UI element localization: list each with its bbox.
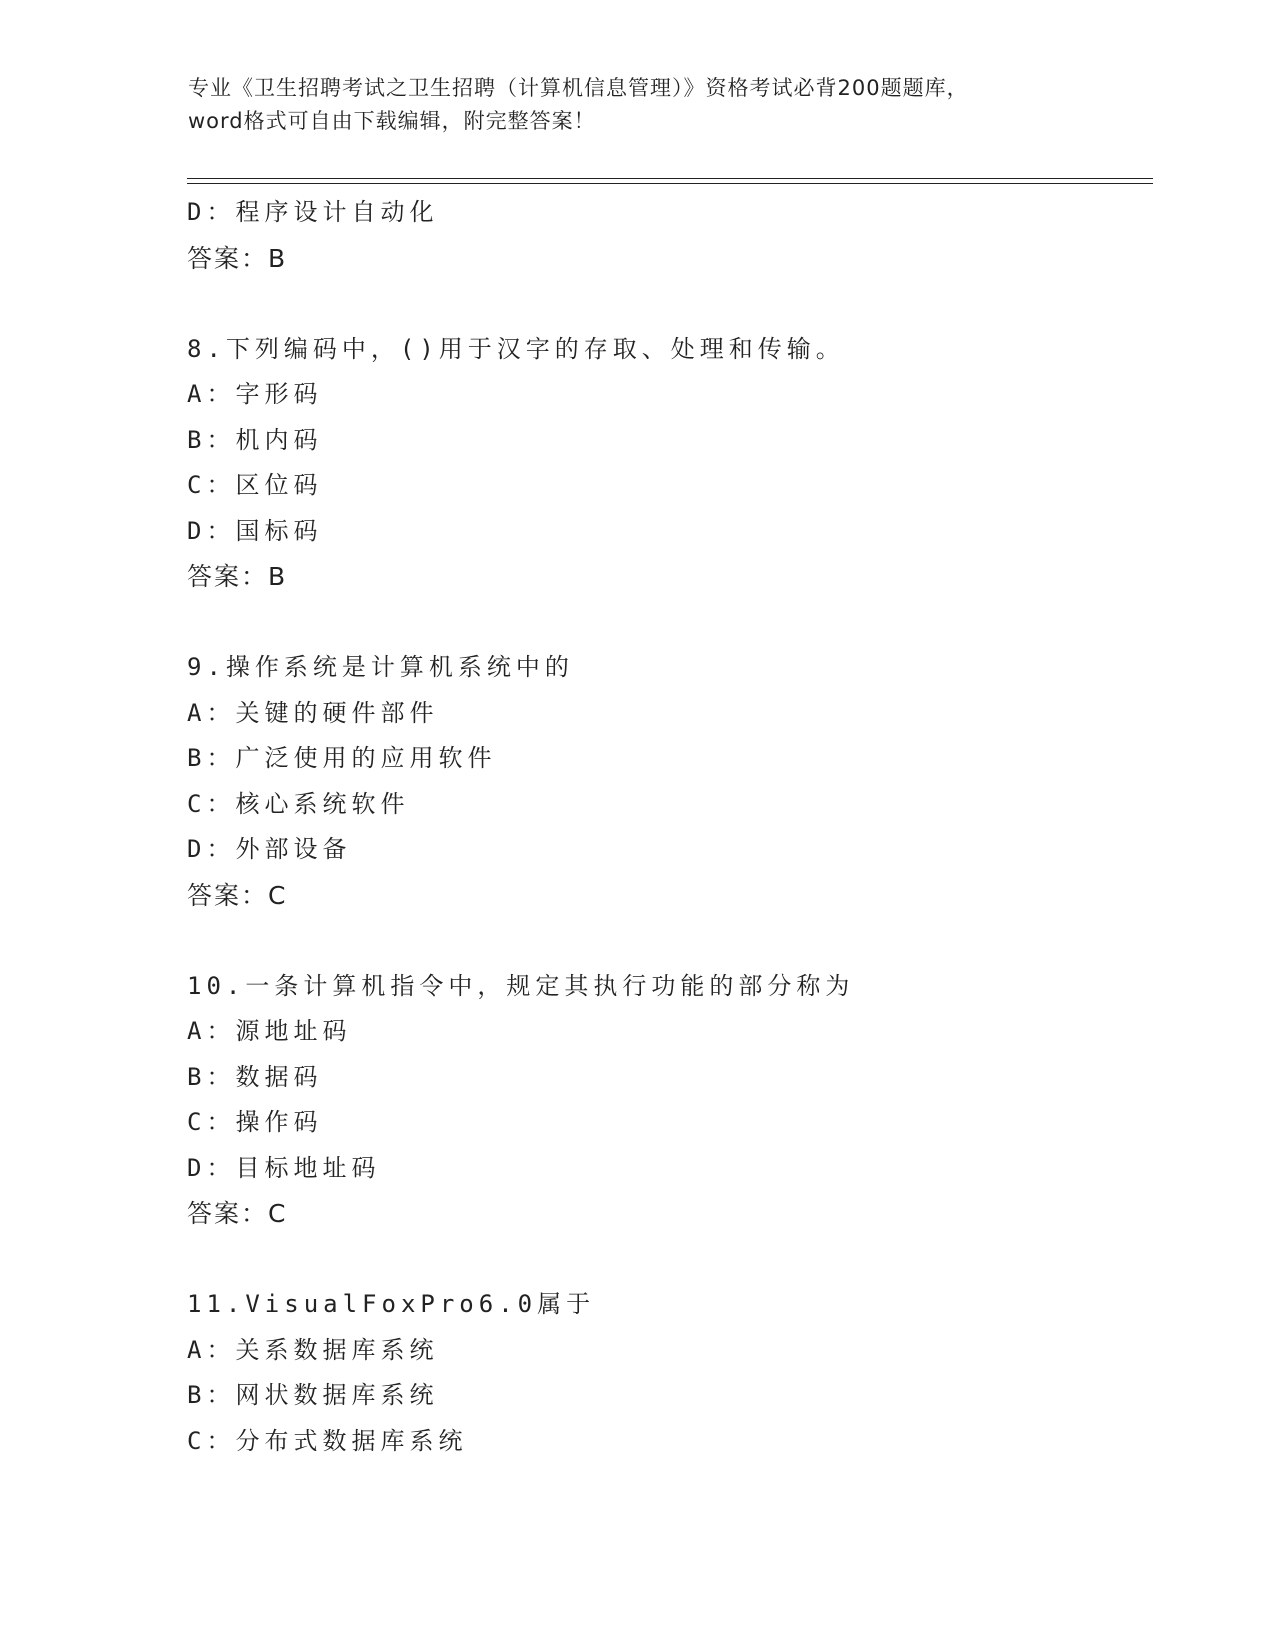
option-b: B：广泛使用的应用软件	[187, 744, 497, 772]
option-a: A：关键的硬件部件	[187, 698, 439, 727]
answer: 答案：B	[187, 243, 288, 273]
option-d: D：程序设计自动化	[187, 198, 439, 226]
option-c: C：区位码	[187, 471, 323, 499]
option-d: D：国标码	[187, 516, 323, 545]
answer: 答案：C	[187, 1199, 288, 1228]
option-c: C：核心系统软件	[187, 789, 410, 818]
header-divider-bottom	[187, 183, 1153, 184]
answer: 答案：C	[187, 880, 288, 910]
option-d: D：目标地址码	[187, 1153, 381, 1182]
answer: 答案：B	[187, 562, 288, 591]
question-title: 11.VisualFoxPro6.0属于	[187, 1290, 596, 1318]
option-a: A：源地址码	[187, 1017, 352, 1045]
header-divider-top	[187, 178, 1153, 179]
header-line-1: 专业《卫生招聘考试之卫生招聘（计算机信息管理）》资格考试必背200题题库，	[188, 76, 969, 100]
option-b: B：数据码	[187, 1062, 323, 1091]
option-a: A：字形码	[187, 380, 323, 408]
question-11	[187, 1282, 1147, 1464]
question-list	[187, 190, 1147, 1464]
option-b: B：网状数据库系统	[187, 1381, 439, 1409]
option-c: C：分布式数据库系统	[187, 1426, 468, 1455]
option-d: D：外部设备	[187, 835, 352, 863]
option-c: C：操作码	[187, 1108, 323, 1136]
option-b: B：机内码	[187, 425, 323, 454]
question-title: 9.操作系统是计算机系统中的	[187, 653, 574, 681]
question-title: 8.下列编码中，()用于汉字的存取、处理和传输。	[187, 334, 845, 363]
option-a: A：关系数据库系统	[187, 1335, 439, 1364]
question-title: 10.一条计算机指令中，规定其执行功能的部分称为	[187, 971, 855, 1000]
document-header	[188, 72, 1088, 138]
question-10	[187, 964, 1147, 1237]
question-8	[187, 327, 1147, 600]
question-9	[187, 645, 1147, 918]
header-line-2: word格式可自由下载编辑，附完整答案！	[188, 109, 596, 133]
